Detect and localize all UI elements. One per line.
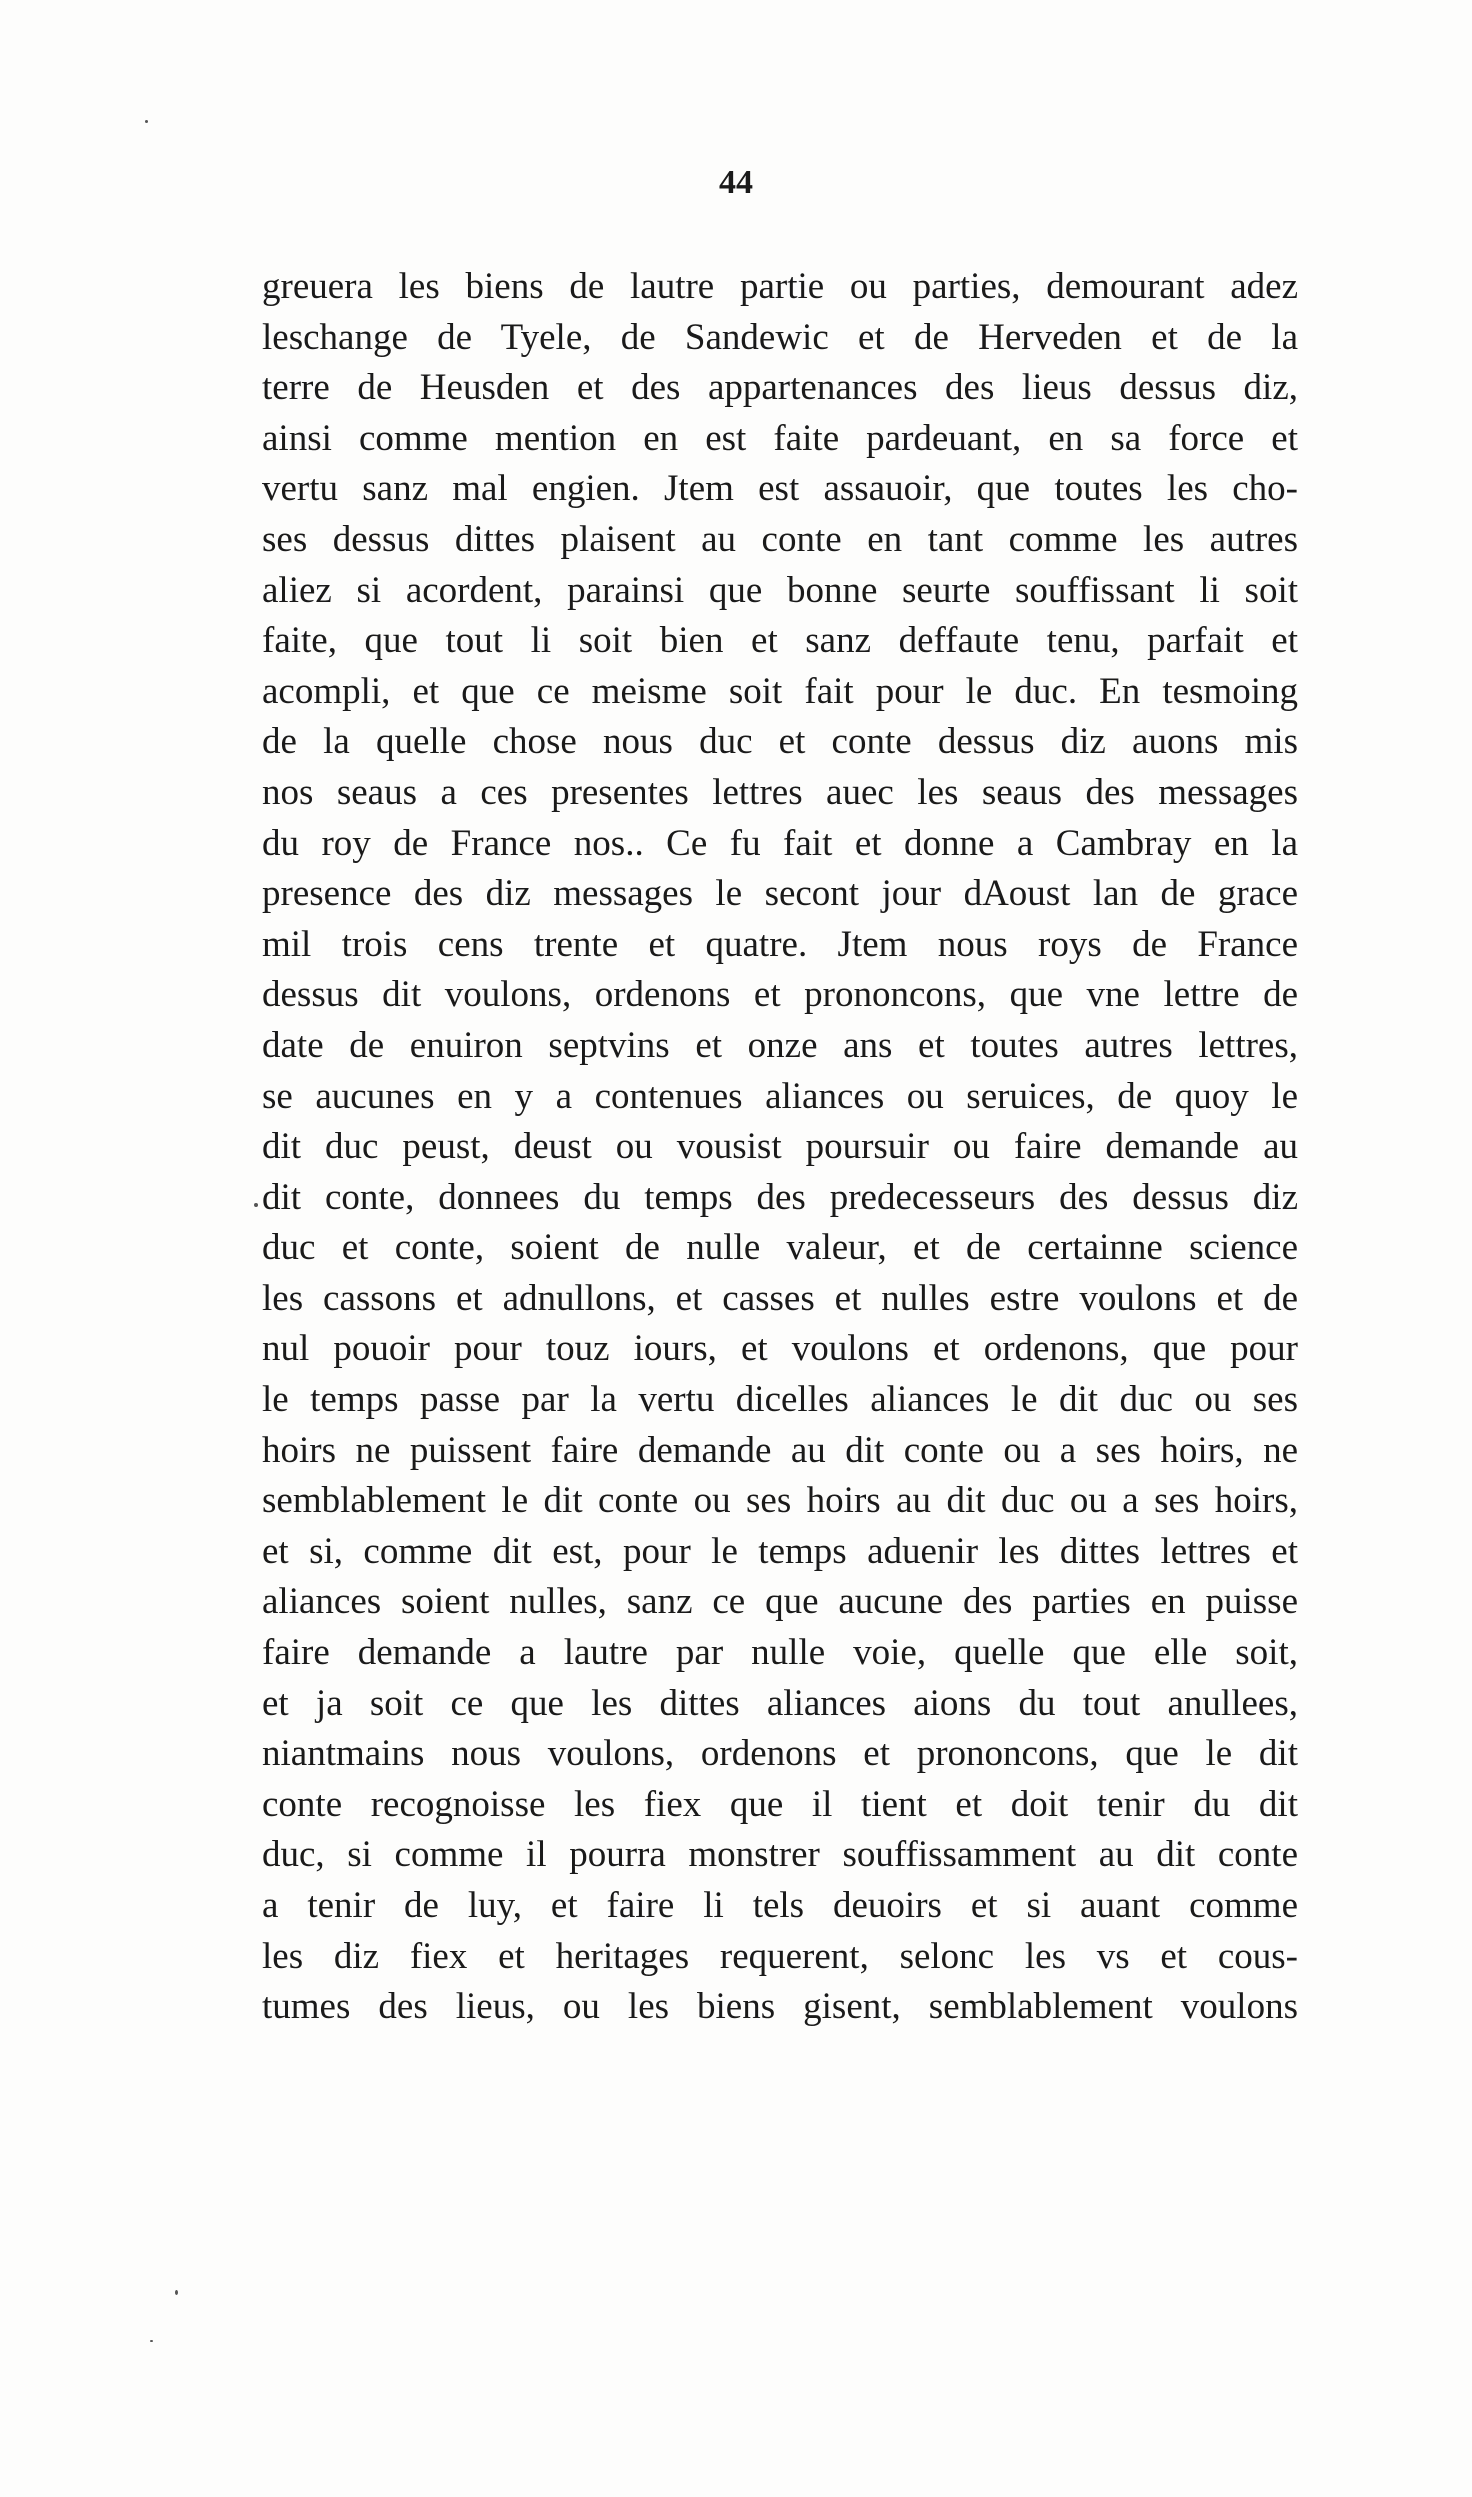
text-line: dessus dit voulons, ordenons et prononcons, que vne lettre de — [262, 974, 1298, 1016]
text-line: du roy de France nos.. Ce fu fait et donne a Cambray en la — [262, 822, 1298, 864]
text-line: duc, si comme il pourra monstrer souffissamment au dit conte — [262, 1834, 1298, 1876]
page-number: 44 — [719, 164, 753, 201]
text-line: mil trois cens trente et quatre. Jtem nous roys de France — [262, 923, 1298, 965]
text-line: terre de Heusden et des appartenances des lieus dessus diz, — [262, 367, 1298, 409]
text-line: les diz fiex et heritages requerent, selonc les vs et cous- — [262, 1935, 1298, 1977]
text-line: hoirs ne puissent faire demande au dit conte ou a ses hoirs, ne — [262, 1429, 1298, 1471]
scan-speck — [175, 2290, 178, 2295]
scan-speck — [254, 1203, 258, 1207]
text-line: le temps passe par la vertu dicelles aliances le dit duc ou ses — [262, 1379, 1298, 1421]
text-line: faite, que tout li soit bien et sanz deffaute tenu, parfait et — [262, 620, 1298, 662]
text-line: greuera les biens de lautre partie ou parties, demourant adez — [262, 266, 1298, 307]
text-line: presence des diz messages le secont jour dAoust lan de grace — [262, 873, 1298, 915]
text-line: conte recognoisse les fiex que il tient et doit tenir du dit — [262, 1783, 1298, 1825]
text-line: vertu sanz mal engien. Jtem est assauoir, que toutes les cho- — [262, 468, 1298, 510]
text-line: ses dessus dittes plaisent au conte en tant comme les autres — [262, 518, 1298, 560]
text-line: et si, comme dit est, pour le temps aduenir les dittes lettres et — [262, 1530, 1298, 1572]
text-line: ainsi comme mention en est faite pardeuant, en sa force et — [262, 417, 1298, 459]
scan-speck — [145, 120, 148, 123]
text-line: date de enuiron septvins et onze ans et toutes autres lettres, — [262, 1024, 1298, 1066]
scan-speck — [150, 2340, 153, 2342]
text-line: et ja soit ce que les dittes aliances aions du tout anullees, — [262, 1682, 1298, 1724]
text-line: acompli, et que ce meisme soit fait pour le duc. En tesmoing — [262, 670, 1298, 712]
text-line: aliez si acordent, parainsi que bonne seurte souffissant li soit — [262, 569, 1298, 611]
text-line: se aucunes en y a contenues aliances ou seruices, de quoy le — [262, 1075, 1298, 1117]
text-line: niantmains nous voulons, ordenons et prononcons, que le dit — [262, 1733, 1298, 1775]
text-line: dit conte, donnees du temps des predecesseurs des dessus diz — [262, 1176, 1298, 1218]
text-line: tumes des lieus, ou les biens gisent, semblablement voulons — [262, 1986, 1298, 2028]
text-line: aliances soient nulles, sanz ce que aucune des parties en puisse — [262, 1581, 1298, 1623]
body-text — [262, 262, 1298, 2033]
text-line: de la quelle chose nous duc et conte dessus diz auons mis — [262, 721, 1298, 763]
text-line: duc et conte, soient de nulle valeur, et de certainne science — [262, 1227, 1298, 1269]
text-line: nos seaus a ces presentes lettres auec les seaus des messages — [262, 771, 1298, 813]
text-line: a tenir de luy, et faire li tels deuoirs et si auant comme — [262, 1885, 1298, 1926]
text-line: faire demande a lautre par nulle voie, quelle que elle soit, — [262, 1632, 1298, 1674]
text-line: les cassons et adnullons, et casses et nulles estre voulons et de — [262, 1277, 1298, 1319]
text-line: nul pouoir pour touz iours, et voulons et ordenons, que pour — [262, 1328, 1298, 1370]
text-line: semblablement le dit conte ou ses hoirs au dit duc ou a ses hoirs, — [262, 1480, 1298, 1522]
text-line: dit duc peust, deust ou vousist poursuir ou faire demande au — [262, 1126, 1298, 1168]
text-line: leschange de Tyele, de Sandewic et de Herveden et de la — [262, 316, 1298, 358]
